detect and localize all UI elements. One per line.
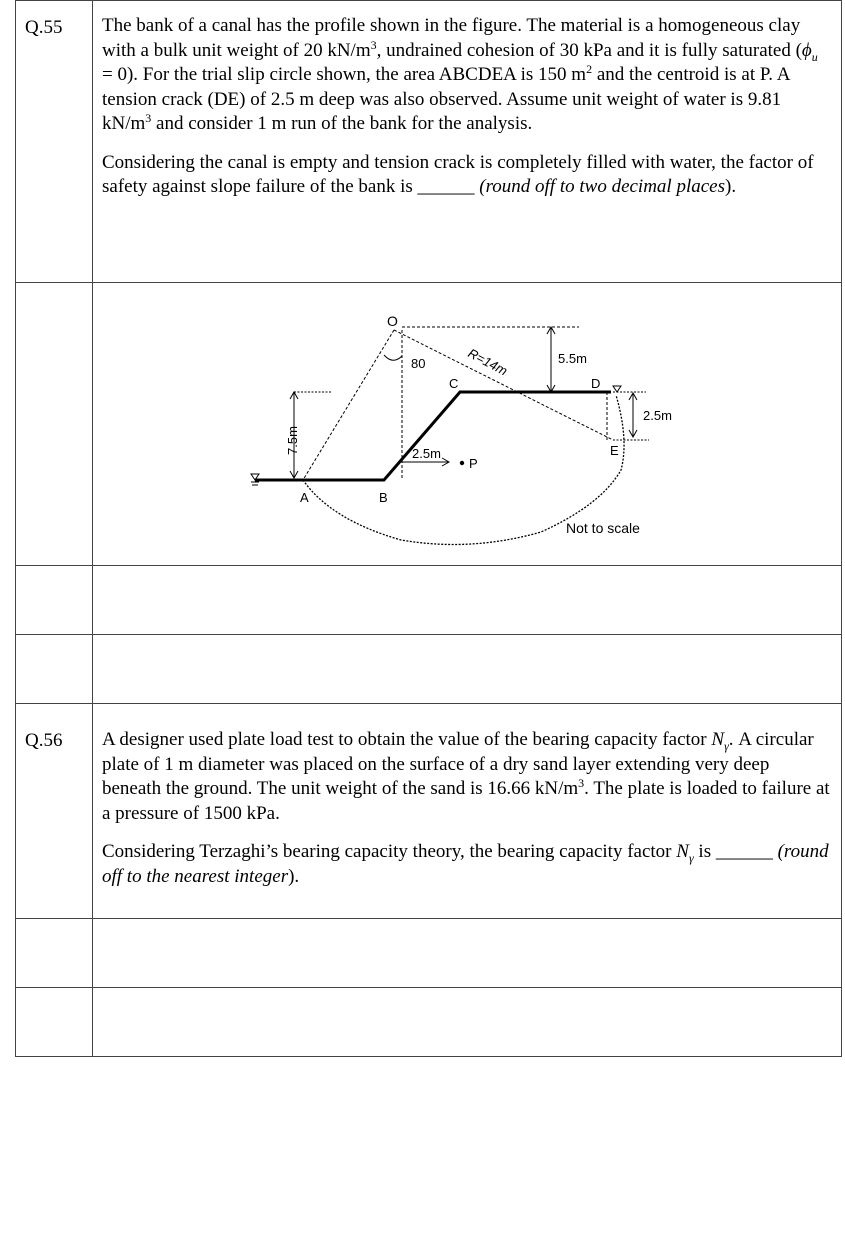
q56-p2-a: Considering Terzaghi’s bearing capacity theory, the bearing capacity factor xyxy=(102,841,677,862)
q55-text xyxy=(93,1,841,200)
label-p: P xyxy=(469,456,478,471)
q56-p2-italic: (round off to the nearest integer xyxy=(102,841,829,887)
q55-p2-a: Considering the canal is empty and tension crack is completely filled with water, the factor of safety against slope failure of the bank is xyxy=(102,151,814,197)
q55-figure-cell xyxy=(93,283,842,566)
q55-phi: ϕ xyxy=(801,39,812,61)
angle-arc xyxy=(384,355,402,360)
q56-number-cell xyxy=(16,704,93,919)
not-to-scale-note: Not to scale xyxy=(566,520,640,536)
label-angle: 80 xyxy=(411,356,426,371)
q56-answer-blank: ______ xyxy=(715,841,773,862)
spacer-row-1-num xyxy=(16,566,93,635)
label-c: C xyxy=(449,376,459,391)
label-e: E xyxy=(610,443,619,458)
label-radius: R=14m xyxy=(465,345,510,379)
q56-p2-b: is xyxy=(693,841,716,862)
spacer-row-3 xyxy=(16,919,842,988)
q55-figure-num-cell xyxy=(16,283,93,566)
label-25-horizontal: 2.5m xyxy=(412,446,441,461)
spacer-row-3-body xyxy=(93,919,842,988)
q56-p1-b-sup: 3 xyxy=(578,776,585,790)
q56-p1-c: . The plate is loaded to failure at a pressure of 1500 kPa. xyxy=(102,778,830,824)
q55-p2-italic: (round off to two decimal places xyxy=(474,176,726,197)
q55-p1-b: , undrained cohesion of 30 kPa and it is fully saturated ( xyxy=(376,39,802,61)
water-level-symbol-d xyxy=(613,386,621,392)
ground-profile xyxy=(255,392,611,480)
q55-paragraph-2 xyxy=(102,151,833,200)
spacer-row-3-num xyxy=(16,919,93,988)
label-d: D xyxy=(591,376,601,391)
label-25-right: 2.5m xyxy=(643,408,672,423)
q55-paragraph-1 xyxy=(102,14,833,137)
q55-p1-d-sup: 3 xyxy=(145,111,152,125)
label-b: B xyxy=(379,490,388,505)
q55-phi-sub: u xyxy=(811,49,818,64)
spacer-row-4-num xyxy=(16,988,93,1057)
q56-text-row xyxy=(16,704,842,919)
q55-p1-a-sup: 3 xyxy=(370,37,377,52)
label-55: 5.5m xyxy=(558,351,587,366)
q55-p1-e: and consider 1 m run of the bank for the analysis. xyxy=(151,113,533,134)
label-a: A xyxy=(300,490,309,505)
q56-p1-nsub: γ xyxy=(724,738,729,753)
q55-figure-row xyxy=(16,283,842,566)
q55-p1-c: = 0). For the trial slip circle shown, the area ABCDEA is 150 m xyxy=(102,64,587,85)
q55-p1-a: The bank of a canal has the profile shown in the figure. The material is a homogeneous clay with a bulk unit weight of 20 kN/m xyxy=(102,15,801,61)
label-o: O xyxy=(387,313,398,329)
label-75: 7.5m xyxy=(285,426,300,455)
centroid-point xyxy=(460,461,464,465)
q56-paragraph-1 xyxy=(102,728,833,826)
q55-text-cell xyxy=(93,1,842,283)
q55-p2-end: ). xyxy=(725,176,737,197)
question-table xyxy=(15,0,842,1057)
spacer-row-4 xyxy=(16,988,842,1057)
spacer-row-2 xyxy=(16,635,842,704)
spacer-row-4-body xyxy=(93,988,842,1057)
spacer-row-2-num xyxy=(16,635,93,704)
spacer-row-1 xyxy=(16,566,842,635)
q56-p1-a: A designer used plate load test to obtain the value of the bearing capacity factor xyxy=(102,729,712,750)
q55-number-cell xyxy=(16,1,93,283)
spacer-row-2-body xyxy=(93,635,842,704)
radius-line-oe xyxy=(394,330,613,440)
q56-p2-nsub: γ xyxy=(688,850,694,865)
q55-p1-d: and the centroid is at P. A tension crack (DE) of 2.5 m deep was also observed. Assume unit weight of water is 9.81 kN/m xyxy=(102,64,790,134)
q56-p1-n: N xyxy=(711,729,725,750)
q55-text-row xyxy=(16,1,842,283)
q55-number: Q.55 xyxy=(25,17,63,38)
slope-figure xyxy=(93,283,843,567)
q55-p1-c-sup: 2 xyxy=(586,62,593,76)
radius-line-oa xyxy=(303,330,394,480)
spacer-row-1-body xyxy=(93,566,842,635)
q56-p2-end: ). xyxy=(288,865,300,887)
q55-answer-blank: ______ xyxy=(417,176,475,197)
q56-paragraph-2 xyxy=(102,840,833,889)
q56-text xyxy=(93,704,841,889)
q56-text-cell xyxy=(93,704,842,919)
q56-p1-b: . A circular plate of 1 m diameter was placed on the surface of a dry sand layer extending very deep beneath the ground. The unit weight of the sand is 16.66 kN/m xyxy=(102,729,814,799)
q56-number: Q.56 xyxy=(25,730,63,751)
q56-p2-n: N xyxy=(676,841,689,862)
